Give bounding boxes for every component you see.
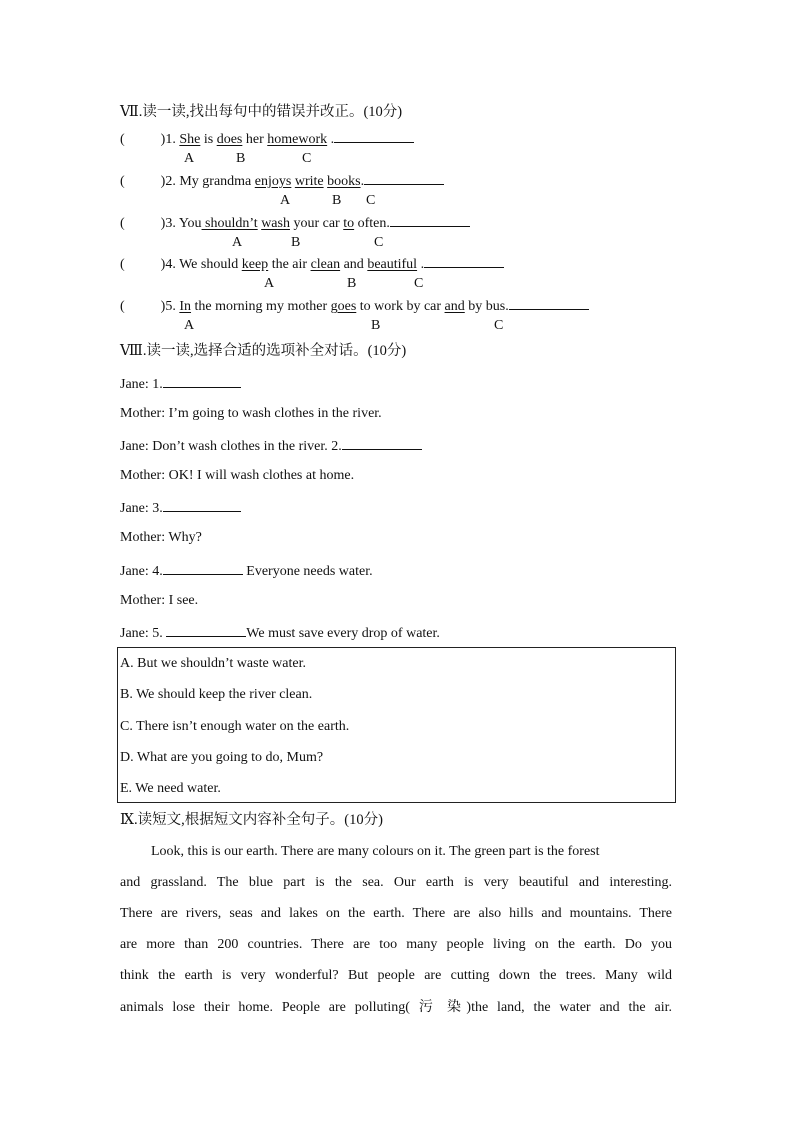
sentence-text: is <box>200 132 217 147</box>
dialogue-line-8 <box>120 592 198 610</box>
letter-a: A <box>264 276 275 291</box>
sentence-text: your car <box>289 216 344 231</box>
letter-c: C <box>366 193 376 208</box>
dialogue-line-2 <box>120 405 382 423</box>
open-bracket: ( <box>120 216 125 231</box>
letter-c: C <box>414 276 424 291</box>
answer-blank[interactable] <box>163 374 241 388</box>
dialogue-line-5 <box>120 498 241 518</box>
answer-blank[interactable] <box>166 623 246 637</box>
option-b-word: clean <box>310 257 341 272</box>
dialogue-text: Jane: 4. <box>120 564 163 579</box>
answer-blank[interactable] <box>364 171 444 185</box>
option-b: B. We should keep the river clean. <box>120 687 313 702</box>
open-bracket: ( <box>120 132 125 147</box>
option-d: D. What are you going to do, Mum? <box>120 750 324 765</box>
dialogue-line-9 <box>120 623 440 643</box>
sentence-text: . <box>417 257 425 272</box>
letter-a: A <box>184 151 195 166</box>
sentence-text: and <box>340 257 368 272</box>
item-number: )1. <box>160 132 176 147</box>
open-bracket: ( <box>120 257 125 272</box>
option-c-word: homework <box>267 132 328 147</box>
option-a-word: enjoys <box>254 174 292 189</box>
passage-line-3: There are rivers, seas and lakes on the earth. There are also hills and mountains. There <box>120 906 672 921</box>
letter-a: A <box>280 193 291 208</box>
passage-line-2: and grassland. The blue part is the sea. Our earth is very beautiful and interesting. <box>120 875 672 890</box>
dialogue-text: Jane: Don’t wash clothes in the river. 2. <box>120 439 342 454</box>
letter-b: B <box>236 151 246 166</box>
open-bracket: ( <box>120 174 125 189</box>
item-number: )3. <box>160 216 176 231</box>
section-7-item-4 <box>120 254 504 274</box>
sentence-text: by bus. <box>464 299 509 314</box>
option-a-word: shouldn’t <box>201 216 258 231</box>
answer-blank[interactable] <box>424 254 504 268</box>
dialogue-text: Jane: 5. <box>120 626 167 641</box>
option-a: A. But we shouldn’t waste water. <box>120 656 306 671</box>
sentence-text: . <box>360 174 365 189</box>
dialogue-text: Everyone needs water. <box>242 564 373 579</box>
option-c-word: to <box>343 216 355 231</box>
section-9-heading: Ⅸ.读短文,根据短文内容补全句子。(10分) <box>120 812 383 828</box>
sentence-text: We should <box>175 257 242 272</box>
sentence-text: the morning my mother <box>191 299 331 314</box>
sentence-text: her <box>242 132 268 147</box>
option-a-word: She <box>179 132 201 147</box>
letter-a: A <box>184 318 195 333</box>
section-7-item-1 <box>120 129 414 149</box>
option-c-word: books <box>327 174 361 189</box>
answer-blank[interactable] <box>342 436 422 450</box>
option-a-word: keep <box>241 257 269 272</box>
sentence-text: My grandma <box>175 174 255 189</box>
letter-b: B <box>371 318 381 333</box>
dialogue-line-4 <box>120 467 354 485</box>
sentence-text: often. <box>354 216 390 231</box>
dialogue-line-1 <box>120 374 241 394</box>
option-e: E. We need water. <box>120 781 221 796</box>
answer-blank[interactable] <box>390 213 470 227</box>
option-b-word: goes <box>330 299 357 314</box>
letter-c: C <box>494 318 504 333</box>
option-a-word: In <box>179 299 192 314</box>
dialogue-line-3 <box>120 436 422 456</box>
option-b-word: wash <box>261 216 290 231</box>
section-7-item-2 <box>120 171 444 191</box>
dialogue-text: We must save every drop of water. <box>246 626 440 641</box>
option-c-word: and <box>444 299 465 314</box>
item-number: )4. <box>160 257 176 272</box>
item-number: )5. <box>160 299 176 314</box>
letter-a: A <box>232 235 243 250</box>
option-b-word: does <box>216 132 243 147</box>
section-7-heading: Ⅶ.读一读,找出每句中的错误并改正。(10分) <box>120 104 403 120</box>
answer-blank[interactable] <box>334 129 414 143</box>
dialogue-text: Jane: 1. <box>120 377 163 392</box>
sentence-text: to work by car <box>356 299 445 314</box>
letter-b: B <box>332 193 342 208</box>
letter-b: B <box>347 276 357 291</box>
section-8-heading: Ⅷ.读一读,选择合适的选项补全对话。(10分) <box>120 343 407 359</box>
passage-line-4: are more than 200 countries. There are too many people living on the earth. Do you <box>120 937 672 952</box>
option-c-word: beautiful <box>367 257 418 272</box>
letter-b: B <box>291 235 301 250</box>
dialogue-text: Mother: Why? <box>120 530 202 545</box>
section-7-item-3 <box>120 213 470 233</box>
dialogue-text: Mother: I see. <box>120 593 199 608</box>
option-c: C. There isn’t enough water on the earth. <box>120 719 350 734</box>
passage-line-5: think the earth is very wonderful? But people are cutting down the trees. Many wild <box>120 968 672 983</box>
dialogue-text: Jane: 3. <box>120 501 163 516</box>
dialogue-text: Mother: OK! I will wash clothes at home. <box>120 468 355 483</box>
dialogue-line-7 <box>120 561 373 581</box>
sentence-text: You <box>175 216 202 231</box>
passage-line-1: Look, this is our earth. There are many colours on it. The green part is the forest <box>151 844 600 859</box>
answer-blank[interactable] <box>163 498 241 512</box>
option-b-word: write <box>294 174 324 189</box>
section-7-item-5 <box>120 296 589 316</box>
sentence-text: . <box>327 132 335 147</box>
open-bracket: ( <box>120 299 125 314</box>
answer-blank[interactable] <box>163 561 243 575</box>
answer-blank[interactable] <box>509 296 589 310</box>
letter-c: C <box>374 235 384 250</box>
dialogue-line-6 <box>120 529 202 547</box>
passage-line-6: animals lose their home. People are polluting( 污 染)the land, the water and the air. <box>120 1000 672 1015</box>
sentence-text: the air <box>268 257 311 272</box>
item-number: )2. <box>160 174 176 189</box>
dialogue-text: Mother: I’m going to wash clothes in the river. <box>120 406 382 421</box>
letter-c: C <box>302 151 312 166</box>
